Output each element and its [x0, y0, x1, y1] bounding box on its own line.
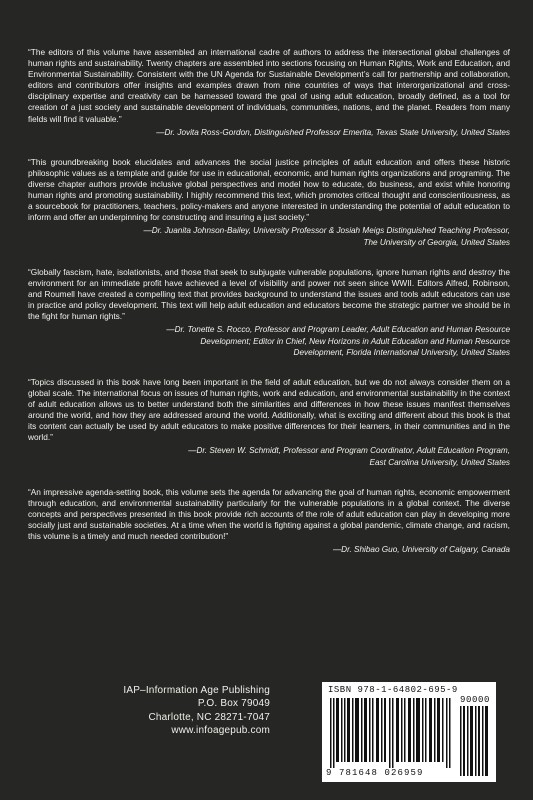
- ean-digits: 9 781648 026959: [326, 768, 424, 778]
- price-code: 90000: [460, 695, 491, 705]
- endorsement-2: [28, 157, 510, 248]
- publisher-city: Charlotte, NC 28271-7047: [148, 711, 270, 723]
- publisher-info: [90, 684, 270, 738]
- endorsement-attribution: —Dr. Jovita Ross-Gordon, Distinguished Professor Emerita, Texas State University, United States: [156, 127, 510, 137]
- publisher-box: P.O. Box 79049: [197, 698, 270, 710]
- publisher-name: IAP–Information Age Publishing: [123, 685, 270, 696]
- price-barcode-bars: [460, 706, 490, 776]
- endorsement-attribution: —Dr. Tonette S. Rocco, Professor and Program Leader, Adult Education and Human Resource Development; Editor in Chief, New Horizons in Adult Education and Human Resource Development, Florida International University, United States: [166, 325, 510, 357]
- endorsement-text: “The editors of this volume have assembled an international cadre of authors to address the intersectional global challenges of human rights and sustainability. Twenty chapters are assembled into sections focusing on Human Rights, Work and Education, and Environmental Sustainability. Consistent with the UN Agenda for Sustainable Development’s call for partnership and collaboration, editors and contributors offer insights and examples drawn from nine countries of ways that interorganizational and cross-disciplinary expertise and creativity can be harnessed toward the goal of using adult education, broadly defined, as a tool for creation of a just society and sustainable development of individuals, communities, nations, and the planet. Readers from many fields will find it valuable.”: [28, 47, 510, 124]
- endorsement-text: “This groundbreaking book elucidates and advances the social justice principles of adult education and offers these historic philosophic values as a template and guide for use in educational, economic, and human rights organizations and programing. The diverse chapter authors provide inclusive global perspectives and model how to educate, do business, and exist while honoring human rights and promoting sustainability. I highly recommend this text, which promotes critical thought and conscientiousness, as a sourcebook for practitioners, teachers, policy-makers and anyone interested in understanding the potential of adult education to inform and offer an underpinning for constructing and insuring a just society.”: [28, 156, 510, 223]
- isbn-barcode: [322, 682, 496, 782]
- endorsement-3: [28, 267, 510, 358]
- endorsements: [28, 47, 510, 575]
- publisher-url: www.infoagepub.com: [171, 725, 270, 737]
- ean-barcode-bars: [330, 698, 454, 768]
- endorsement-attribution: —Dr. Steven W. Schmidt, Professor and Program Coordinator, Adult Education Program, East Carolina University, United States: [188, 446, 510, 467]
- endorsement-5: [28, 487, 510, 556]
- endorsement-1: [28, 47, 510, 138]
- endorsement-text: “Globally fascism, hate, isolationists, and those that seek to subjugate vulnerable populations, ignore human rights and destroy the environment for an immediate profit have achieved a level of visibility and power not seen since WWII. Editors Alfred, Robinson, and Roumell have created a compelling text that provides background to understand the issues and tools adult educators can use in practice and policy development. This text will help adult education and educators become the strategic partner we should be in the fight for human rights.”: [28, 266, 510, 322]
- endorsement-attribution: —Dr. Juanita Johnson-Bailey, University Professor & Josiah Meigs Distinguished Teaching Professor, The University of Georgia, United States: [143, 226, 510, 247]
- endorsement-text: “Topics discussed in this book have long been important in the field of adult education, but we do not always consider them on a global scale. The international focus on issues of human rights, work and education, and environmental sustainability in the context of adult education allows us to better understand both the similarities and differences in how these issues manifest themselves around the world, and how they are addressed around the world. Additionally, what is exciting and different about this book is that its content can actually be used by adult educators to make positive differences for their learners, in their communities and in the world.”: [28, 376, 510, 443]
- endorsement-4: [28, 377, 510, 468]
- isbn-label: ISBN 978-1-64802-695-9: [328, 685, 458, 695]
- endorsement-attribution: —Dr. Shibao Guo, University of Calgary, Canada: [332, 545, 510, 555]
- endorsement-text: “An impressive agenda-setting book, this volume sets the agenda for advancing the goal of human rights, economic empowerment through education, and environmental sustainability particularly for the vulnerable populations in a global context. The diverse concepts and perspectives presented in this book provide rich accounts of the role of adult education can play in developing more socially just and sustainable societies. At a time when the world is fighting against a global pandemic, climate change, and racism, this volume is a timely and much needed contribution!”: [28, 486, 510, 542]
